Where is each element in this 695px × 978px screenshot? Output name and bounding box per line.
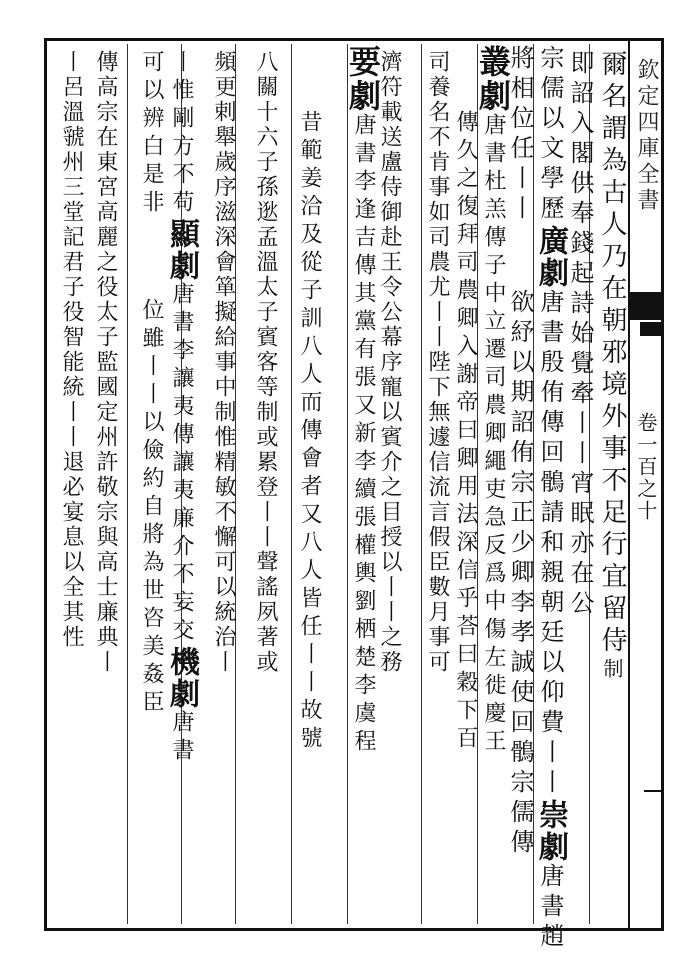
text-line: 昔範姜洽及從子訓八人而傳會者又八人皆任丨丨故號 bbox=[297, 110, 322, 754]
text-column-15 bbox=[92, 50, 118, 675]
text-column-2 bbox=[568, 50, 592, 620]
fishtail-mark-lower bbox=[640, 322, 664, 336]
text-line: 宗儒以文學歷 bbox=[536, 45, 564, 225]
text-column-10 bbox=[296, 110, 322, 754]
text-line: 姦臣 bbox=[139, 662, 164, 718]
text-line: 即詔入閣供奉錢起詩始覺牽丨丨宵眠亦在公 bbox=[566, 50, 594, 620]
heading-guang: 廣劇 bbox=[533, 225, 568, 289]
heading-chong: 崇劇 bbox=[533, 799, 568, 863]
text-line: 唐書李讓夷傳讓夷廉介不妄交 bbox=[169, 282, 194, 646]
text-line: 唐書趙 bbox=[536, 863, 564, 953]
text-line: 傳高宗在東宮高麗之役太子監國定州許敬宗與高士廉典丨 bbox=[93, 50, 118, 675]
text-line: 唐書杜羔傳子中立遷司農卿繩吏急反爲中傷左徙慶王 bbox=[481, 113, 506, 757]
text-column-7 bbox=[424, 50, 450, 675]
text-line: 唐書殷侑傳回鶻請和親朝廷以仰費丨丨 bbox=[536, 289, 564, 799]
text-line: 丨呂溫虢州三堂記君子役智能統丨丨退必宴息以全其性 bbox=[59, 50, 84, 650]
column-rule bbox=[291, 44, 292, 924]
heading-xian: 顯劇 bbox=[164, 218, 199, 282]
text-line: 唐書李逢吉傳其黨有張又新李續張權輿劉栖楚李虞程 bbox=[351, 113, 376, 757]
text-column-16 bbox=[58, 50, 84, 650]
heading-cong: 叢劇 bbox=[474, 45, 512, 113]
text-line: 司養名不肯事如司農尤丨丨陛下無遽信流言假臣數月事可 bbox=[425, 50, 450, 675]
text-column-12 bbox=[210, 50, 236, 675]
text-line: 丨惟剛方不苟 bbox=[169, 50, 194, 218]
column-rule bbox=[347, 44, 348, 924]
text-line: 頻更剌舉歲序滋深會箪擬給事中制惟精敏不懈可以統治丨 bbox=[211, 50, 236, 675]
text-line: 將相位任丨丨 bbox=[506, 45, 534, 225]
text-line-tail: 制 bbox=[600, 658, 624, 684]
text-line: 可以辨白是非 bbox=[139, 50, 164, 218]
text-column-5 bbox=[474, 45, 512, 757]
column-rule bbox=[421, 44, 422, 924]
text-column-6 bbox=[452, 110, 478, 754]
text-column-9 bbox=[344, 45, 382, 757]
text-column-4 bbox=[506, 45, 534, 859]
text-column-1 bbox=[592, 50, 632, 684]
text-line: 濟符載送盧侍御赴王令公幕序寵以賓介之目授以丨丨之務 bbox=[377, 50, 402, 675]
text-line: 欲紓以期詔侑宗正少卿李孝誠使回鶻 bbox=[506, 289, 534, 769]
text-line: 位雖丨丨以儉約自將為世咨美 bbox=[139, 298, 164, 662]
text-line: 爾名謂為古人乃在朝邪境外事不足行宜留侍 bbox=[597, 50, 627, 658]
heading-yao: 要劇 bbox=[344, 45, 382, 113]
text-column-8 bbox=[376, 50, 402, 675]
margin-juan-label: 卷一百之十 bbox=[634, 412, 658, 522]
text-line: 宗儒傳 bbox=[506, 769, 534, 859]
text-column-13 bbox=[164, 50, 199, 766]
text-column-14 bbox=[138, 50, 164, 718]
margin-book-title: 欽定四庫全書 bbox=[634, 58, 659, 214]
fishtail-mark bbox=[630, 292, 662, 320]
text-column-3 bbox=[533, 45, 568, 953]
text-column-11 bbox=[252, 50, 278, 675]
text-line: 八關十六子孫逖孟溫太子賓客等制或累登丨丨聲謠夙著或 bbox=[253, 50, 278, 675]
text-line: 傳久之復拜司農卿入謝帝曰卿用法深信乎荅曰穀下百 bbox=[453, 110, 478, 754]
margin-rule bbox=[644, 790, 664, 792]
text-line: 唐書 bbox=[169, 710, 194, 766]
heading-ji: 機劇 bbox=[164, 646, 199, 710]
column-rule bbox=[127, 44, 128, 924]
